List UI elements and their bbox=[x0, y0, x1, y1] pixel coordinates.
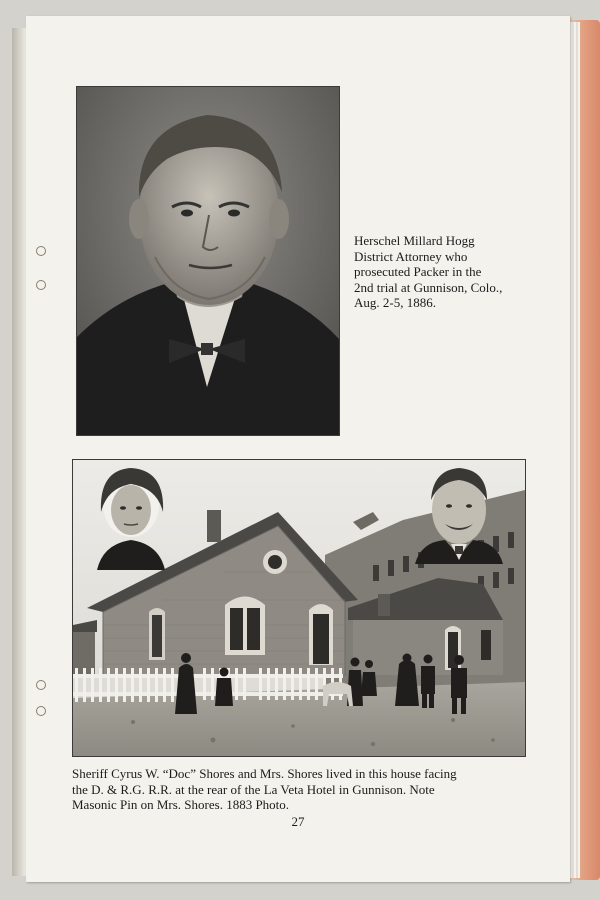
book-page bbox=[26, 16, 570, 882]
house-caption bbox=[72, 766, 542, 813]
caption-line: District Attorney who bbox=[354, 248, 468, 264]
caption-line: Masonic Pin on Mrs. Shores. 1883 Photo. bbox=[72, 797, 290, 812]
portrait-photo bbox=[76, 86, 340, 436]
caption-line: Sheriff Cyrus W. “Doc” Shores and Mrs. Shores lived in this house facing bbox=[72, 766, 457, 781]
binding-stitch bbox=[36, 706, 46, 716]
caption-line: Aug. 2-5, 1886. bbox=[354, 295, 436, 310]
caption-line: Herschel Millard Hogg bbox=[354, 233, 475, 248]
binding-stitch bbox=[36, 246, 46, 256]
book bbox=[12, 16, 588, 886]
house-photo bbox=[72, 459, 526, 757]
portrait-photo-graphic bbox=[77, 87, 339, 435]
binding-stitch bbox=[36, 280, 46, 290]
book-spine bbox=[12, 28, 26, 876]
caption-line: prosecuted Packer in the bbox=[354, 264, 482, 279]
caption-line: 2nd trial at Gunnison, Colo., bbox=[354, 279, 503, 295]
page-number: 27 bbox=[291, 814, 305, 829]
binding-stitch bbox=[36, 680, 46, 690]
portrait-caption bbox=[354, 233, 564, 311]
caption-line: the D. & R.G. R.R. at the rear of the La Veta Hotel in Gunnison. Note bbox=[72, 781, 435, 797]
house-photo-graphic bbox=[73, 460, 525, 756]
